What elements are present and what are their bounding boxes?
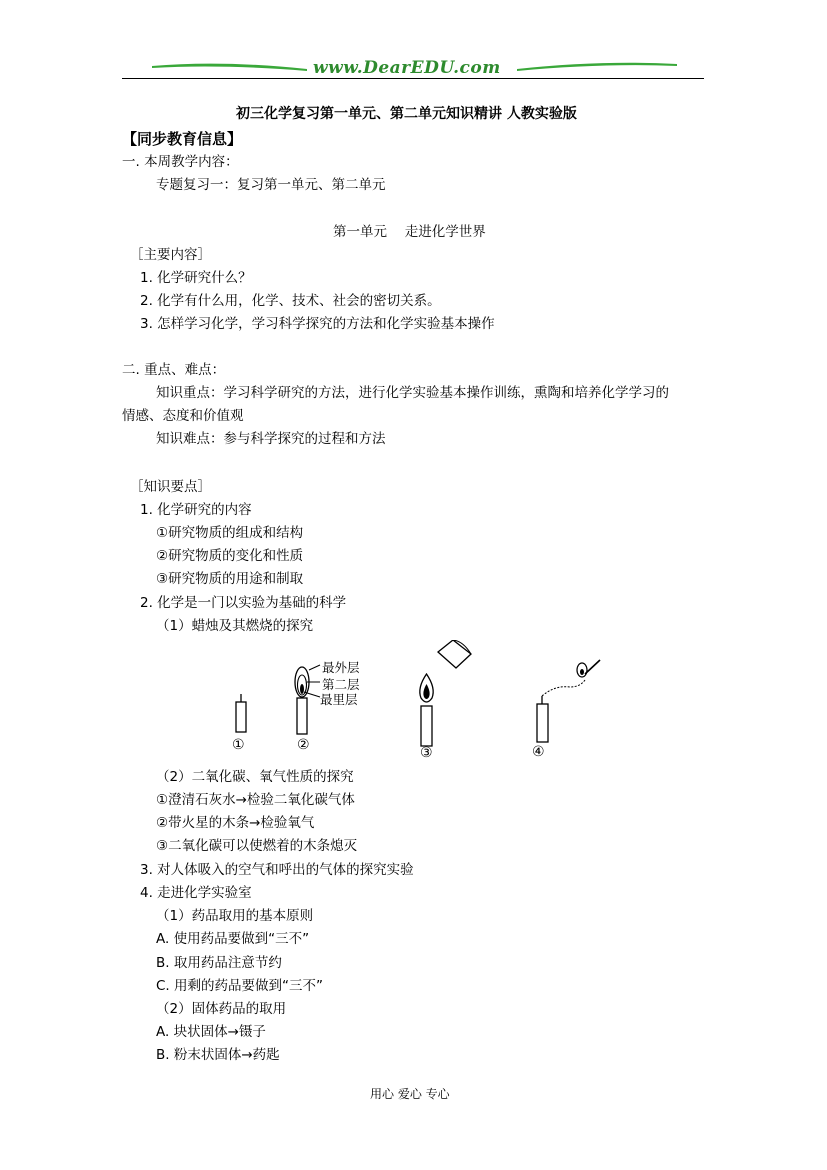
s1-text: 专题复习一：复习第一单元、第二单元 <box>156 177 386 193</box>
k4-sub1: （1）药品取用的基本原则 <box>156 908 314 924</box>
k1-item-3: ③研究物质的用途和制取 <box>156 571 304 587</box>
k4-sub2-item-a: A. 块状固体→镊子 <box>156 1024 266 1040</box>
figure-number-1: ① <box>232 737 245 753</box>
k2-sub2-item-1: ①澄清石灰水→检验二氧化碳气体 <box>156 792 355 808</box>
document-title: 初三化学复习第一单元、第二单元知识精讲 人教实验版 <box>236 106 577 122</box>
k4-sub2: （2）固体药品的取用 <box>156 1001 287 1017</box>
unit-title: 第一单元 走进化学世界 <box>333 224 486 240</box>
main-content-label: ［主要内容］ <box>130 247 211 263</box>
header-rule <box>122 78 704 79</box>
main-item-3: 3. 怎样学习化学，学习科学探究的方法和化学实验基本操作 <box>140 316 495 332</box>
figure-number-4: ④ <box>532 744 545 760</box>
k4-sub1-item-c: C. 用剩的药品要做到“三不” <box>156 978 323 994</box>
flame-label-inner: 最里层 <box>320 692 358 707</box>
section-heading: 【同步教育信息】 <box>122 130 243 148</box>
key-point-line1: 知识重点：学习科学研究的方法，进行化学实验基本操作训练，熏陶和培养化学学习的 <box>156 385 669 401</box>
k2-sub2-item-3: ③二氧化碳可以使燃着的木条熄灭 <box>156 838 358 854</box>
flame-label-second: 第二层 <box>322 677 360 692</box>
s1-heading: 一. 本周教学内容： <box>122 154 239 170</box>
k1-heading: 1. 化学研究的内容 <box>140 502 252 518</box>
k1-item-1: ①研究物质的组成和结构 <box>156 525 304 541</box>
knowledge-label: ［知识要点］ <box>130 479 211 495</box>
s2-heading: 二. 重点、难点： <box>122 362 226 378</box>
main-item-2: 2. 化学有什么用，化学、技术、社会的密切关系。 <box>140 293 441 309</box>
k4-sub1-item-a: A. 使用药品要做到“三不” <box>156 931 310 947</box>
k3-heading: 3. 对人体吸入的空气和呼出的气体的探究实验 <box>140 862 414 878</box>
key-point-line2: 情感、态度和价值观 <box>122 408 244 424</box>
page-footer: 用心 爱心 专心 <box>370 1087 450 1101</box>
site-logo[interactable]: www.DearEDU.com <box>313 58 501 78</box>
k4-heading: 4. 走进化学实验室 <box>140 885 252 901</box>
figure-number-2: ② <box>297 737 310 753</box>
k2-heading: 2. 化学是一门以实验为基础的科学 <box>140 595 347 611</box>
k2-sub2-item-2: ②带火星的木条→检验氧气 <box>156 815 315 831</box>
k4-sub1-item-b: B. 取用药品注意节约 <box>156 955 282 971</box>
flame-label-outer: 最外层 <box>322 660 360 675</box>
main-item-1: 1. 化学研究什么？ <box>140 270 252 286</box>
k2-sub2: （2）二氧化碳、氧气性质的探究 <box>156 769 354 785</box>
k1-item-2: ②研究物质的变化和性质 <box>156 548 304 564</box>
difficult-point: 知识难点：参与科学探究的过程和方法 <box>156 431 386 447</box>
k2-sub1: （1）蜡烛及其燃烧的探究 <box>156 618 314 634</box>
k4-sub2-item-b: B. 粉末状固体→药匙 <box>156 1047 280 1063</box>
figure-number-3: ③ <box>420 745 433 761</box>
